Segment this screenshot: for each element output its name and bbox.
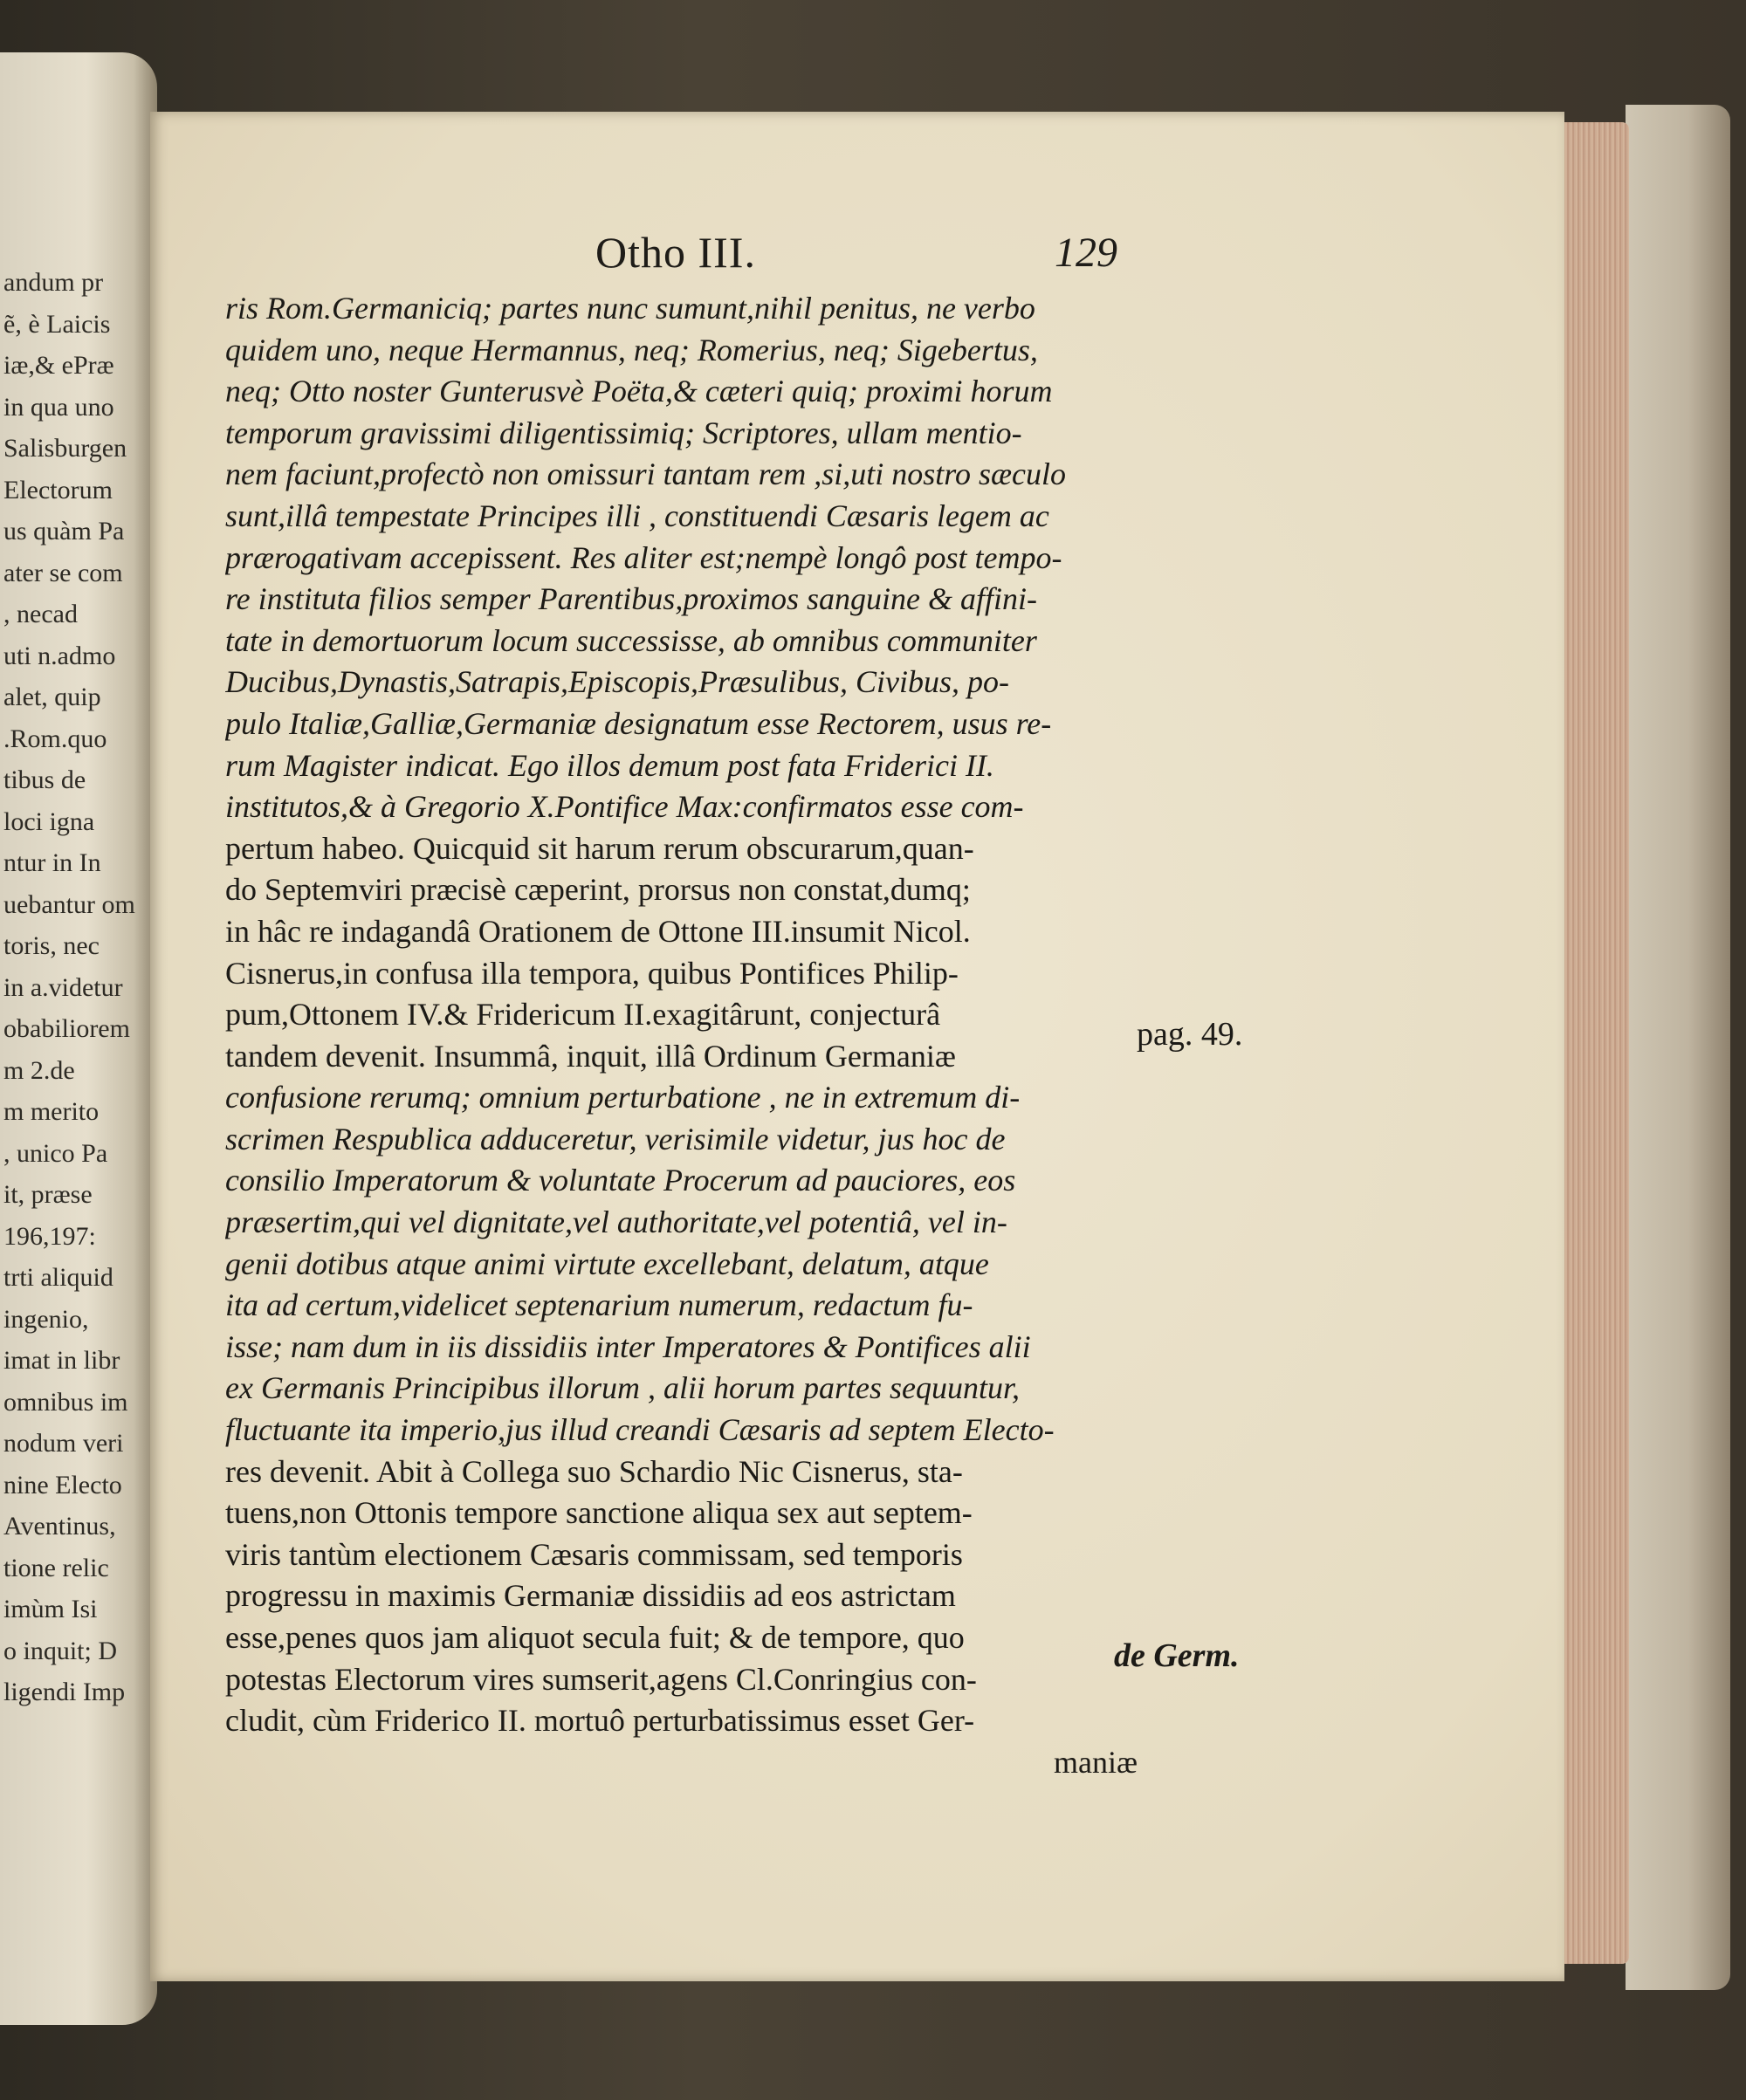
left-page-edge (0, 52, 157, 2025)
left-fragment-line: trti aliquid (3, 1263, 113, 1292)
left-fragment-line: us quàm Pa (3, 517, 125, 546)
text-line: tandem devenit. Insummâ, inquit, illâ Ordinum Germaniæ (225, 1038, 956, 1074)
text-line: ex Germanis Principibus illorum , alii horum partes sequuntur, (225, 1370, 1020, 1406)
margin-note-germ: de Germ. (1114, 1637, 1240, 1674)
text-line: potestas Electorum vires sumserit,agens Cl.Conringius con- (225, 1661, 977, 1697)
text-line: institutos,& à Gregorio X.Pontifice Max:confirmatos esse com- (225, 789, 1024, 825)
running-head: Otho III. (595, 228, 756, 277)
text-line: genii dotibus atque animi virtute excellebant, delatum, atque (225, 1246, 989, 1281)
text-line: præsertim,qui vel dignitate,vel authoritate,vel potentiâ, vel in- (225, 1204, 1007, 1240)
left-fragment-line: uebantur om (3, 889, 135, 919)
text-line: tate in demortuorum locum successisse, ab omnibus communiter (225, 622, 1037, 658)
text-line: pulo Italiæ,Galliæ,Germaniæ designatum esse Rectorem, usus re- (225, 705, 1052, 741)
text-line: fluctuante ita imperio,jus illud creandi Cæsaris ad septem Electo- (225, 1412, 1055, 1448)
text-line: viris tantùm electionem Cæsaris commissam, sed temporis (225, 1536, 963, 1572)
text-line: Cisnerus,in confusa illa tempora, quibus Pontifices Philip- (225, 955, 959, 991)
left-fragment-line: .Rom.quo (3, 724, 107, 753)
left-page-text-fragments (3, 262, 155, 1713)
text-line: pum,Ottonem IV.& Fridericum II.exagitârunt, conjecturâ (225, 997, 941, 1033)
left-fragment-line: omnibus im (3, 1387, 128, 1417)
text-line: progressu in maximis Germaniæ dissidiis ad eos astrictam (225, 1578, 956, 1614)
left-fragment-line: ingenio, (3, 1304, 89, 1334)
left-fragment-line: imat in libr (3, 1346, 120, 1375)
left-fragment-line: in a.videtur (3, 972, 123, 1002)
text-line: in hâc re indagandâ Orationem de Ottone III.insumit Nicol. (225, 913, 971, 949)
text-line: scrimen Respublica adduceretur, verisimile videtur, jus hoc de (225, 1121, 1006, 1156)
left-fragment-line: ẽ, è Laicis (3, 309, 111, 339)
text-line: nem faciunt,profectò non omissuri tantam rem ,si,uti nostro sæculo (225, 456, 1066, 492)
left-fragment-line: , unico Pa (3, 1138, 108, 1168)
text-line: quidem uno, neque Hermannus, neq; Romerius, neq; Sigebertus, (225, 332, 1038, 367)
text-line: do Septemviri præcisè cæperint, prorsus non constat,dumq; (225, 872, 971, 908)
left-fragment-line: 196,197: (3, 1221, 96, 1251)
left-fragment-line: Salisburgen (3, 434, 127, 463)
left-fragment-line: uti n.admo (3, 641, 116, 670)
left-fragment-line: toris, nec (3, 931, 100, 960)
margin-note-pag: pag. 49. (1137, 1016, 1243, 1053)
text-line: rum Magister indicat. Ego illos demum post fata Friderici II. (225, 747, 994, 783)
text-line: prærogativam accepissent. Res aliter est;nempè longô post tempo- (225, 539, 1062, 575)
text-line: confusione rerumq; omnium perturbatione , ne in extremum di- (225, 1080, 1021, 1115)
text-line: isse; nam dum in iis dissidiis inter Imperatores & Pontifices alii (225, 1328, 1031, 1364)
text-line: sunt,illâ tempestate Principes illi , constituendi Cæsaris legem ac (225, 498, 1049, 533)
text-line: re instituta filios semper Parentibus,proximos sanguine & affini- (225, 581, 1037, 617)
text-line: temporum gravissimi diligentissimiq; Scriptores, ullam mentio- (225, 415, 1022, 450)
body-text (225, 288, 1138, 1783)
book-cover-edge (1626, 105, 1730, 1990)
text-line: ita ad certum,videlicet septenarium numerum, redactum fu- (225, 1287, 973, 1323)
left-fragment-line: Aventinus, (3, 1512, 116, 1541)
left-fragment-line: ater se com (3, 558, 123, 587)
text-line: neq; Otto noster Gunterusvè Poëta,& cæteri quiq; proximi horum (225, 374, 1053, 409)
text-line: tuens,non Ottonis tempore sanctione aliqua sex aut septem- (225, 1495, 973, 1531)
text-line: res devenit. Abit à Collega suo Schardio Nic Cisnerus, sta- (225, 1453, 963, 1489)
text-line: esse,penes quos jam aliquot secula fuit; & de tempore, quo (225, 1620, 965, 1655)
text-line: Ducibus,Dynastis,Satrapis,Episcopis,Præsulibus, Civibus, po- (225, 664, 1010, 700)
catchword: maniæ (1054, 1744, 1138, 1780)
left-fragment-line: m merito (3, 1097, 100, 1126)
left-fragment-line: tibus de (3, 765, 86, 794)
left-fragment-line: tione relic (3, 1553, 109, 1582)
left-fragment-line: it, præse (3, 1180, 93, 1209)
page-number: 129 (1055, 230, 1117, 276)
page-block-edges (1559, 122, 1629, 1964)
left-fragment-line: ligendi Imp (3, 1678, 126, 1706)
text-line: ris Rom.Germaniciq; partes nunc sumunt,nihil penitus, ne verbo (225, 291, 1035, 326)
text-line: consilio Imperatorum & voluntate Procerum ad pauciores, eos (225, 1163, 1016, 1198)
text-line: pertum habeo. Quicquid sit harum rerum obscurarum,quan- (225, 830, 974, 866)
left-fragment-line: , necad (3, 600, 78, 628)
left-fragment-line: loci igna (3, 806, 95, 836)
left-fragment-line: nine Electo (3, 1470, 122, 1500)
left-fragment-line: nodum veri (3, 1429, 124, 1458)
left-fragment-line: o inquit; D (3, 1636, 118, 1665)
left-fragment-line: alet, quip (3, 683, 101, 711)
left-fragment-line: obabiliorem (3, 1014, 130, 1043)
left-fragment-line: in qua uno (3, 392, 114, 422)
left-fragment-line: ntur in In (3, 848, 101, 877)
left-fragment-line: andum pr (3, 268, 104, 297)
left-fragment-line: imùm Isi (3, 1595, 98, 1623)
text-line: cludit, cùm Friderico II. mortuô perturbatissimus esset Ger- (225, 1703, 975, 1739)
left-fragment-line: m 2.de (3, 1055, 75, 1085)
left-fragment-line: Electorum (3, 475, 113, 504)
left-fragment-line: iæ,& ePræ (3, 351, 114, 380)
